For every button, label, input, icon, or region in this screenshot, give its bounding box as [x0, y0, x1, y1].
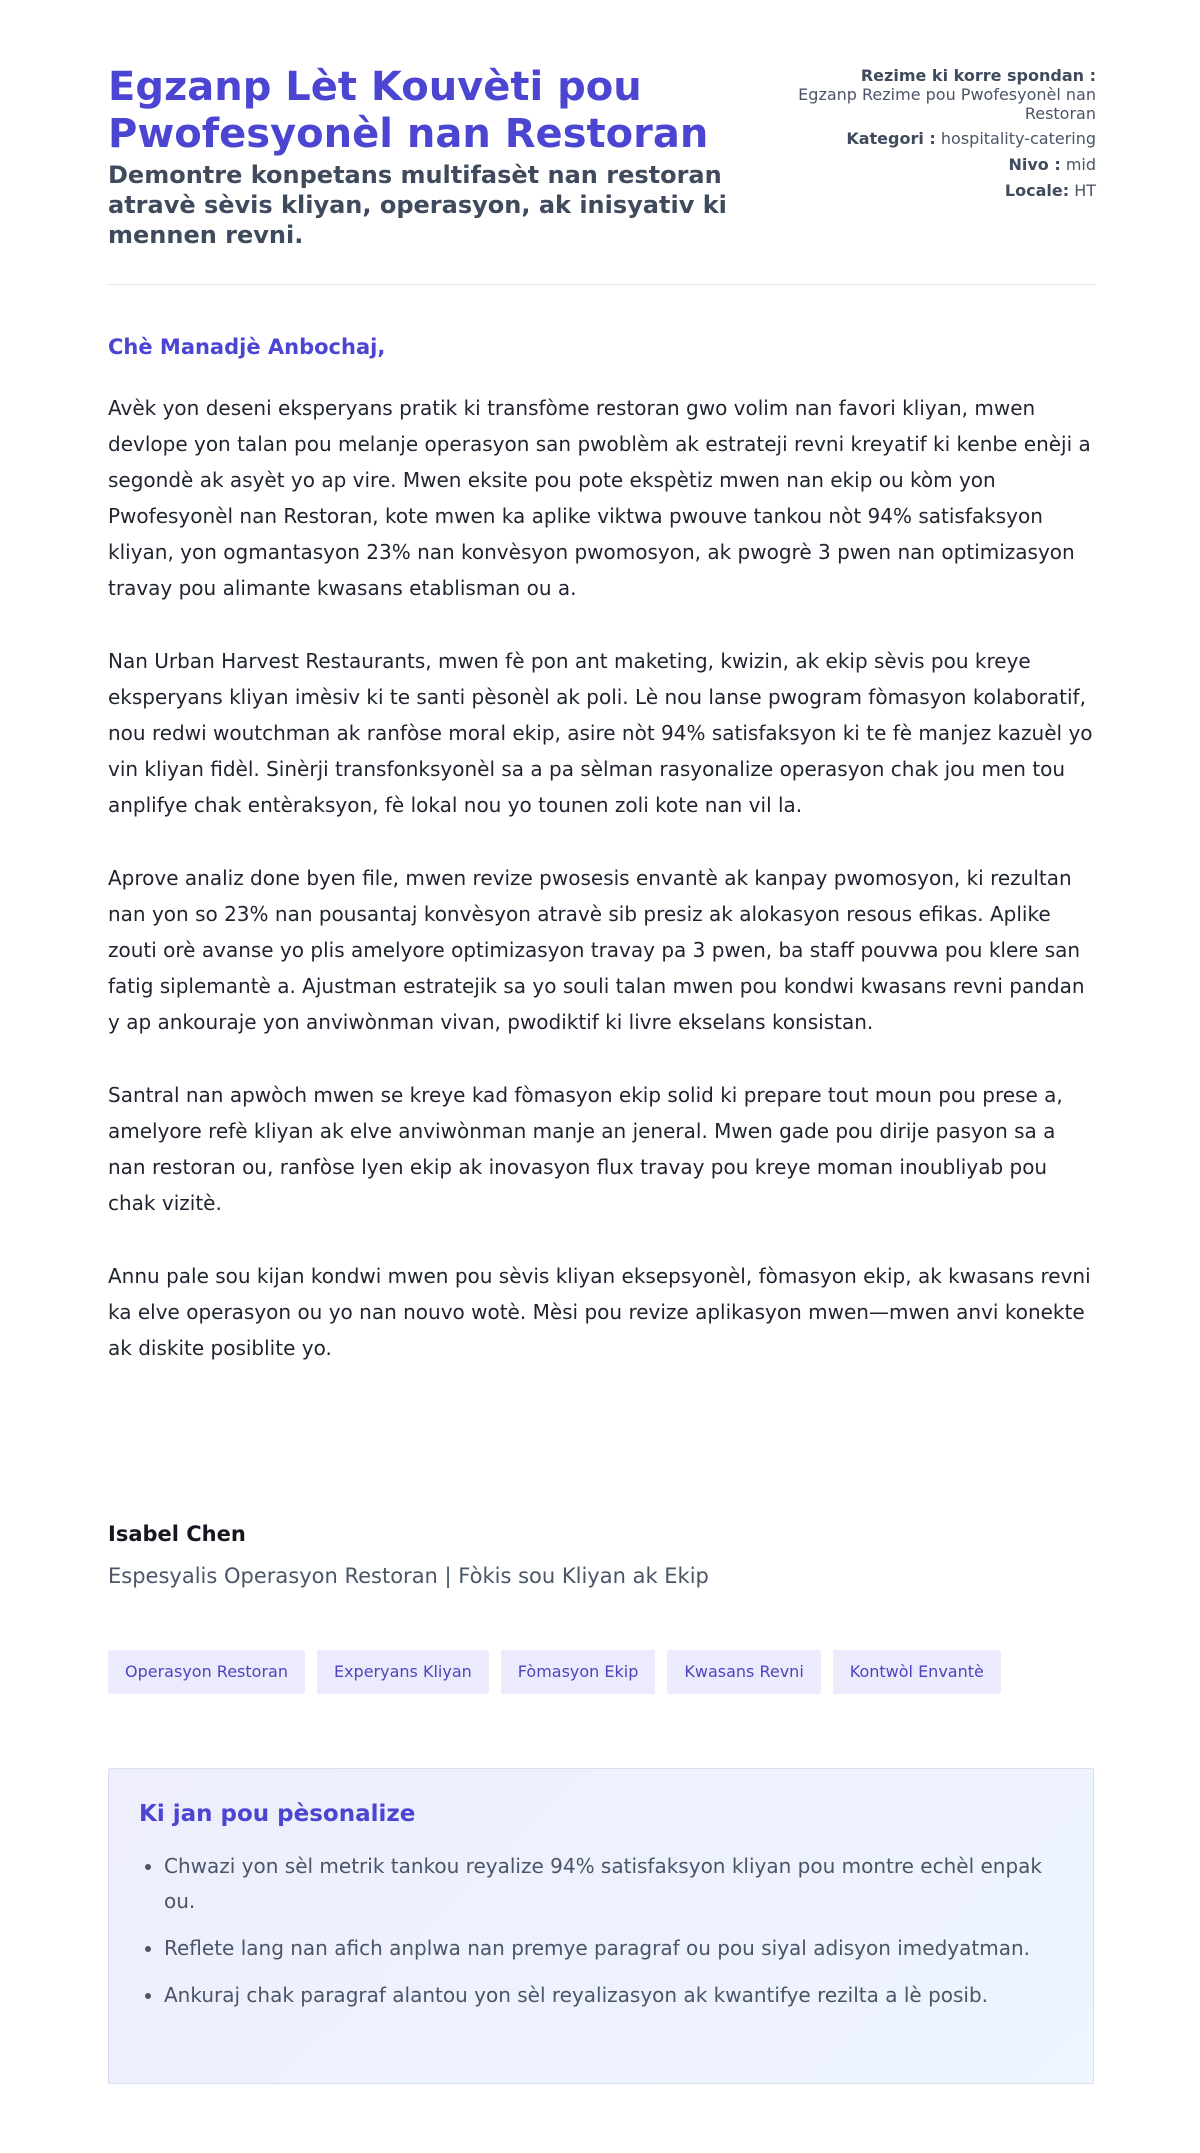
meta-category	[766, 129, 1096, 148]
meta-locale	[766, 181, 1096, 200]
tips-title: Ki jan pou pèsonalize	[139, 1801, 416, 1827]
meta-locale-value: HT	[1074, 181, 1096, 200]
signature-name: Isabel Chen	[108, 1522, 246, 1546]
tips-list	[139, 1849, 1063, 2013]
meta-corresponding-resume	[766, 66, 1096, 123]
letter-paragraph: Nan Urban Harvest Restaurants, mwen fè pon ant maketing, kwizin, ak ekip sèvis pou kreye eksperyans kliyan imèsiv ki te santi pèsonèl ak poli. Lè nou lanse pwogram fòmasyon kolaboratif, nou redwi woutchman ak ranfòse moral ekip, asire nòt 94% satisfaksyon ki te fè manjez kazuèl yo vin kliyan fidèl. Sinèrji transfonksyonèl sa a pa sèlman rasyonalize operasyon chak jou men tou anplifye chak entèraksyon, fè lokal nou yo tounen zoli kote nan vil la.	[108, 649, 1093, 817]
signature-title: Espesyalis Operasyon Restoran | Fòkis sou Kliyan ak Ekip	[108, 1564, 709, 1588]
tip-item: • Chwazi yon sèl metrik tankou reyalize 94% satisfaksyon kliyan pou montre echèl enpak ou.	[164, 1849, 1063, 1919]
page-subtitle: Demontre konpetans multifasèt nan restoran atravè sèvis kliyan, operasyon, ak inisyativ ki mennen revni.	[108, 161, 727, 249]
header-divider	[108, 284, 1096, 285]
letter-body	[108, 390, 1098, 1403]
letter-paragraph: Aprove analiz done byen file, mwen revize pwosesis envantè ak kanpay pwomosyon, ki rezultan nan yon so 23% nan pousantaj konvèsyon atravè sib presiz ak alokasyon resous efikas. Aplike zouti orè avanse yo plis amelyore optimizasyon travay pa 3 pwen, ba staff pouvwa pou klere san fatig siplemantè a. Ajustman estratejik sa yo souli talan mwen pou kondwi kwasans revni pandan y ap ankouraje yon anviwònman vivan, pwodiktif ki livre ekselans konsistan.	[108, 866, 1085, 1034]
meta-locale-label: Locale:	[1004, 181, 1070, 200]
letter-paragraph: Santral nan apwòch mwen se kreye kad fòmasyon ekip solid ki prepare tout moun pou prese a, amelyore refè kliyan ak elve anviwònman manje an jeneral. Mwen gade pou dirije pasyon sa a nan restoran ou, ranfòse lyen ekip ak inovasyon flux travay pou kreye moman inoubliyab pou chak vizitè.	[108, 1083, 1063, 1215]
meta-panel	[766, 66, 1096, 207]
meta-corresponding-value: Egzanp Rezime pou Pwofesyonèl nan Restoran	[798, 85, 1096, 123]
page-title: Egzanp Lèt Kouvèti pou Pwofesyonèl nan Restoran	[108, 64, 709, 157]
skill-tags	[108, 1650, 1001, 1694]
meta-level-label: Nivo :	[1008, 155, 1061, 174]
letter-salutation: Chè Manadjè Anbochaj,	[108, 335, 386, 359]
meta-level	[766, 155, 1096, 174]
letter-paragraph: Avèk yon deseni eksperyans pratik ki transfòme restoran gwo volim nan favori kliyan, mwen devlope yon talan pou melanje operasyon san pwoblèm ak estrateji revni kreyatif ki kenbe enèji a segondè ak asyèt yo ap vire. Mwen eksite pou pote ekspètiz mwen nan ekip ou kòm yon Pwofesyonèl nan Restoran, kote mwen ka aplike viktwa pwouve tankou nòt 94% satisfaksyon kliyan, yon ogmantasyon 23% nan konvèsyon pwomosyon, ak pwogrè 3 pwen nan optimizasyon travay pou alimante kwasans etablisman ou a.	[108, 396, 1091, 600]
meta-level-value: mid	[1065, 155, 1096, 174]
tip-item: • Reflete lang nan afich anplwa nan premye paragraf ou pou siyal adisyon imedyatman.	[164, 1931, 1063, 1966]
skill-tag: Kontwòl Envantè	[833, 1650, 1001, 1694]
meta-category-value: hospitality-catering	[940, 129, 1096, 148]
skill-tag: Experyans Kliyan	[317, 1650, 489, 1694]
customization-tips-box	[108, 1768, 1094, 2084]
tip-item: • Ankuraj chak paragraf alantou yon sèl reyalizasyon ak kwantifye rezilta a lè posib.	[164, 1978, 1063, 2013]
meta-corresponding-label: Rezime ki korre spondan :	[860, 66, 1096, 85]
skill-tag: Operasyon Restoran	[108, 1650, 305, 1694]
meta-category-label: Kategori :	[846, 129, 936, 148]
letter-paragraph: Annu pale sou kijan kondwi mwen pou sèvis kliyan eksepsyonèl, fòmasyon ekip, ak kwasans revni ka elve operasyon ou yo nan nouvo wotè. Mèsi pou revize aplikasyon mwen—mwen anvi konekte ak diskite posiblite yo.	[108, 1264, 1091, 1360]
skill-tag: Kwasans Revni	[667, 1650, 820, 1694]
skill-tag: Fòmasyon Ekip	[501, 1650, 656, 1694]
page-header	[108, 64, 1096, 284]
